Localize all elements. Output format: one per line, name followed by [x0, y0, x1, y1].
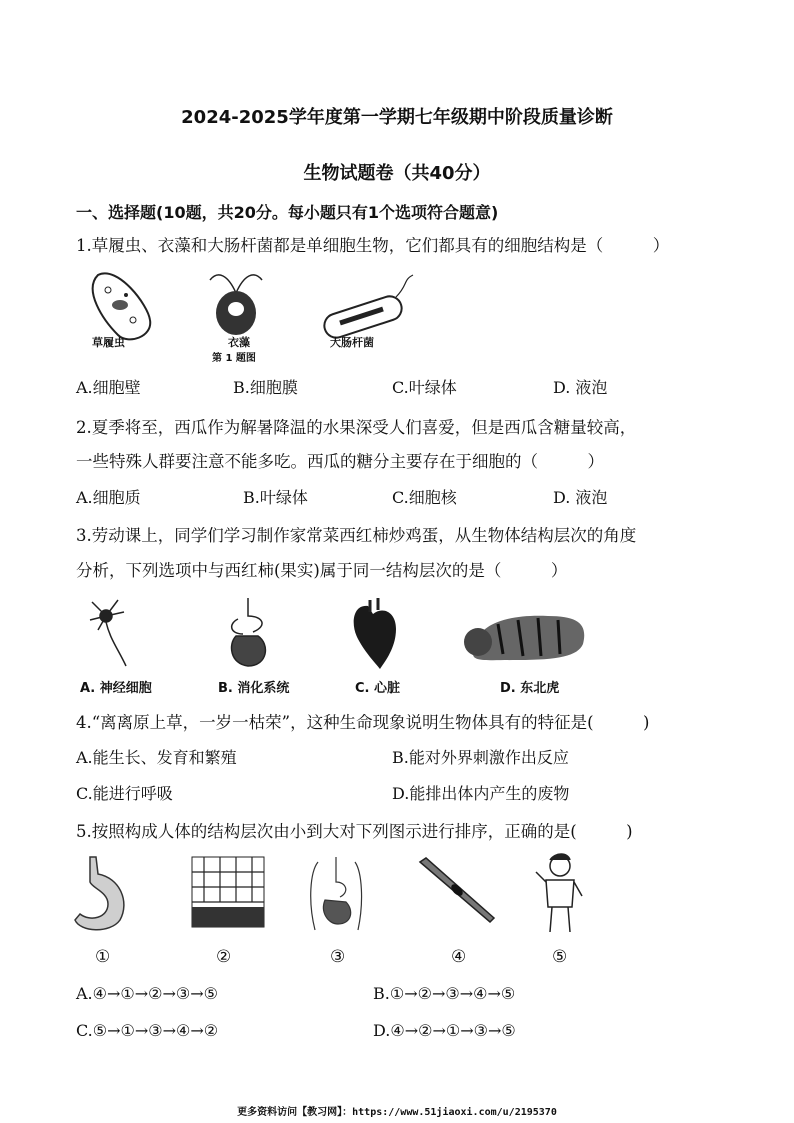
digestive-system-figure — [232, 598, 266, 666]
q2-option-c[interactable]: C.细胞核 — [392, 488, 457, 507]
ecoli-figure — [321, 275, 413, 341]
q1-label-ecoli: 大肠杆菌 — [330, 336, 374, 349]
q5-option-b[interactable]: B.①→②→③→④→⑤ — [373, 984, 516, 1003]
page-title: 2024-2025学年度第一学期七年级期中阶段质量诊断 — [181, 107, 613, 128]
q5-option-d[interactable]: D.④→②→①→③→⑤ — [373, 1021, 516, 1040]
muscle-cell-figure — [420, 858, 494, 922]
q1-label-paramecium: 草履虫 — [92, 336, 125, 349]
q3-stem-line2: 分析，下列选项中与西红柿(果实)属于同一结构层次的是（ ） — [76, 561, 568, 580]
q4-option-d[interactable]: D.能排出体内产生的废物 — [392, 784, 570, 803]
body-system-figure — [311, 857, 362, 930]
q5-option-a[interactable]: A.④→①→②→③→⑤ — [76, 984, 218, 1003]
chlamydomonas-figure — [210, 275, 262, 335]
q1-figure-caption: 第 1 题图 — [212, 353, 256, 364]
q5-stem: 5.按照构成人体的结构层次由小到大对下列图示进行排序，正确的是( ) — [76, 822, 633, 841]
q3-label-c[interactable]: C. 心脏 — [355, 681, 401, 696]
q5-fig-number-3: ③ — [330, 947, 346, 967]
person-figure — [536, 854, 582, 932]
q4-option-c[interactable]: C.能进行呼吸 — [76, 784, 173, 803]
q2-stem-line1: 2.夏季将至，西瓜作为解暑降温的水果深受人们喜爱，但是西瓜含糖量较高， — [76, 418, 637, 437]
q1-option-c[interactable]: C.叶绿体 — [392, 378, 457, 397]
q5-fig-number-1: ① — [95, 947, 111, 967]
q2-option-b[interactable]: B.叶绿体 — [243, 488, 308, 507]
q3-label-a[interactable]: A. 神经细胞 — [80, 681, 152, 696]
q1-option-a[interactable]: A.细胞壁 — [76, 378, 141, 397]
section-heading: 一、选择题(10题，共20分。每小题只有1个选项符合题意) — [76, 203, 499, 222]
tiger-figure — [464, 616, 584, 660]
q1-label-chlamydomonas: 衣藻 — [228, 336, 250, 349]
q5-fig-number-5: ⑤ — [552, 947, 568, 967]
q1-option-b[interactable]: B.细胞膜 — [233, 378, 298, 397]
stomach-figure — [75, 857, 124, 930]
neuron-figure — [90, 600, 126, 666]
q5-figure — [70, 852, 610, 937]
q3-stem-line1: 3.劳动课上，同学们学习制作家常菜西红柿炒鸡蛋，从生物体结构层次的角度 — [76, 526, 637, 545]
q5-option-c[interactable]: C.⑤→①→③→④→② — [76, 1021, 219, 1040]
q3-label-d[interactable]: D. 东北虎 — [500, 681, 560, 696]
q3-figure — [78, 594, 598, 674]
q2-stem-line2: 一些特殊人群要注意不能多吃。西瓜的糖分主要存在于细胞的（ ） — [76, 452, 604, 471]
q4-stem: 4.“离离原上草，一岁一枯荣”，这种生命现象说明生物体具有的特征是( ) — [76, 713, 650, 732]
q3-label-b[interactable]: B. 消化系统 — [218, 681, 290, 696]
q5-fig-number-2: ② — [216, 947, 232, 967]
q5-fig-number-4: ④ — [451, 947, 467, 967]
q1-option-d[interactable]: D. 液泡 — [553, 378, 608, 397]
footer-link[interactable]: 更多资料访问【教习网】：https://www.51jiaoxi.com/u/2195370 — [237, 1107, 557, 1118]
q4-option-b[interactable]: B.能对外界刺激作出反应 — [392, 748, 569, 767]
tissue-figure — [192, 857, 264, 927]
q2-option-a[interactable]: A.细胞质 — [76, 488, 141, 507]
paramecium-figure — [93, 273, 151, 339]
page-subtitle: 生物试题卷（共40分） — [303, 163, 491, 184]
q4-option-a[interactable]: A.能生长、发育和繁殖 — [76, 748, 237, 767]
heart-figure — [354, 598, 396, 669]
q2-option-d[interactable]: D. 液泡 — [553, 488, 608, 507]
q1-stem: 1.草履虫、衣藻和大肠杆菌都是单细胞生物，它们都具有的细胞结构是（ ） — [76, 236, 670, 255]
